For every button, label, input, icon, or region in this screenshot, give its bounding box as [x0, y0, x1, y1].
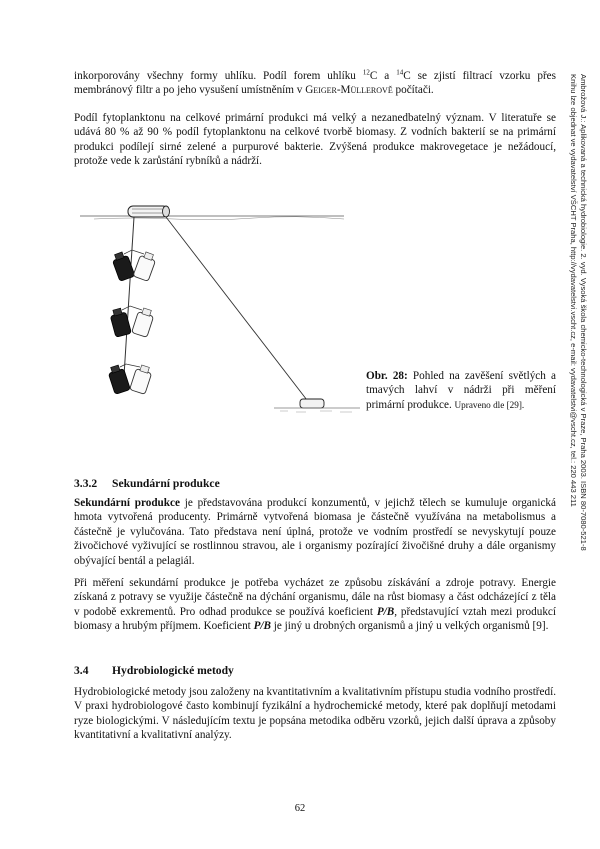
paragraph-phytoplankton: Podíl fytoplanktonu na celkové primární produkci má velký a nezanedbatelný význam. V literatuře se udává 80 % až 90 % podíl fytoplanktonu na celkové tvorbě biomasy. Z vodních bakterií se na primární produkci podílejí sirné zelené a purpurové bakterie. Zvýšená produkce makrovegetace je nežádoucí, protože vede k zarůstání rybníků a nádrží.	[74, 112, 556, 168]
text-span: , představující vztah mezi produkcí biomasy a hrubým příjmem. Koeficient	[74, 605, 556, 633]
text-span: C se zjistí filtrací vzorku přes membránový filtr a po jeho vysušení umístněním v	[74, 70, 556, 97]
coefficient-pb: P/B	[253, 620, 271, 633]
figure-caption-text: Pohled na zavěšení světlých a tmavých lahví v nádrži při měření primární produkce.	[366, 370, 556, 411]
superscript: 14	[396, 68, 404, 77]
figure-label: Obr. 28:	[366, 370, 408, 382]
light-bottle-icon	[133, 251, 157, 282]
paragraph-secondary-production	[74, 496, 556, 568]
section-title: Hydrobiologické metody	[112, 664, 234, 677]
coefficient-pb: P/B	[376, 605, 395, 618]
text-span: počítači.	[392, 84, 434, 97]
anchor-rope-line	[166, 217, 310, 404]
paragraph-carbon-filtration	[74, 69, 556, 98]
anchor-weight-icon	[300, 399, 324, 408]
figure-caption	[366, 369, 556, 412]
paragraph-pb-coefficient	[74, 576, 556, 634]
paragraph-hydrobiological-methods: Hydrobiologické metody jsou založeny na kvantitativním a kvalitativním přístupu studia vodního prostředí. V praxi hydrobiologové často kombinují fyzikální a hydrochemické metody, které pak doplňují metodami ryze biologickými. V následujícím textu je popsána metodika odběru vzorků, jejich další úprava a způsoby kvantitativní a kvalitativní analýzy.	[74, 686, 556, 742]
citation-line: Ambrožová J.: Aplikovaná a technická hydrobiologie. 2. vyd. Vysoká škola chemicko-technologická v Praze, Praha 2003. ISBN 80-7080-521-8	[579, 74, 588, 551]
order-info-line: Knihu lze objednat ve vydavatelství VŠCHT Praha, http://vydavatelstvi.vscht.cz, e-mail: vydavatelstvi@vscht.cz, tel.: 220 443 211	[569, 74, 578, 507]
dark-bottle-icon	[107, 364, 131, 395]
text-span: je představována produkcí konzumentů, v jejichž tělech se kumuluje organická hmota vytvořená producenty. Primárně vytvořená biomasa je částečně využívána na metabolismus a částečně je vylučována. Tato představa není úplná, protože ve vodním prostředí se nevyskytují pouze živočichové vyživující se rostlinnou stravou, ale i organismy pozírající živočišné druhy a dále organismy obývající bentál a pelagiál.	[74, 497, 556, 567]
text-span: je jiný u drobných organismů a jiný u velkých organismů [9].	[271, 620, 549, 633]
section-number: 3.3.2	[74, 477, 98, 490]
figure-source: Upraveno dle [29].	[454, 399, 525, 410]
citation-sidebar	[564, 74, 597, 594]
page-number: 62	[294, 803, 306, 814]
float-log-icon	[128, 206, 170, 217]
section-heading-3-3-2	[74, 477, 220, 490]
text-span: Při měření sekundární produkce je potřeba vycházet ze způsobu získávání a zdroje potravy. Energie získaná z potravy se využije částečně na dýchání organismu, dále na růst biomasy a část odcházející z těla v podobě exkrementů. Pro odhad produkce se používá koeficient	[74, 577, 556, 618]
rope-line	[124, 217, 134, 376]
section-heading-3-4	[74, 664, 234, 677]
term-bold: Sekundární produkce	[74, 497, 180, 509]
text-span: inkorporovány všechny formy uhlíku. Podíl forem uhlíku	[74, 70, 363, 82]
section-number: 3.4	[74, 664, 89, 677]
geiger-muller-name: Geiger-Müllerově	[305, 84, 393, 97]
superscript: 12	[362, 68, 370, 77]
figure-suspended-bottles	[74, 196, 364, 426]
text-span: C a	[369, 70, 397, 82]
light-bottle-icon	[130, 364, 154, 395]
light-bottle-icon	[132, 307, 156, 338]
section-title: Sekundární produkce	[112, 477, 220, 490]
